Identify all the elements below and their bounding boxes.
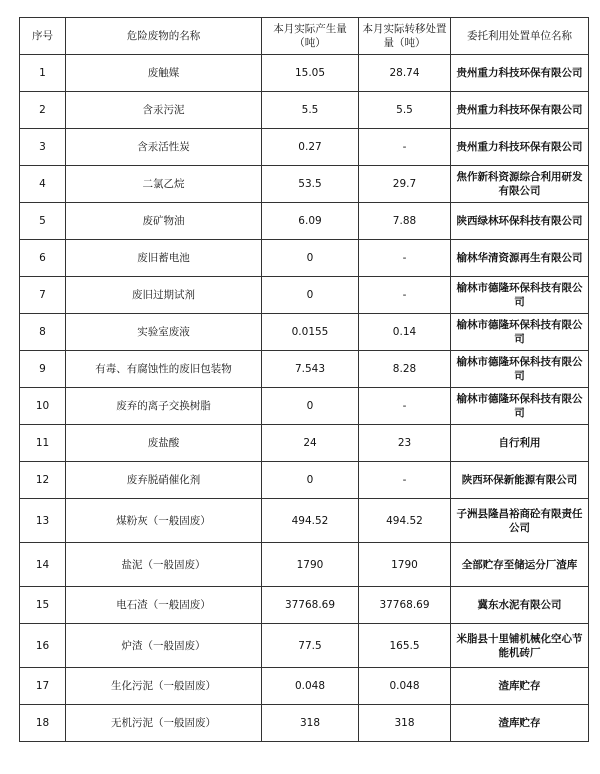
cell-transferred: -	[359, 277, 451, 314]
cell-transferred: 0.048	[359, 668, 451, 705]
cell-seq: 17	[20, 668, 66, 705]
table-row	[20, 499, 589, 543]
header-seq: 序号	[20, 18, 66, 55]
cell-disposal-unit: 陕西绿林环保科技有限公司	[451, 203, 589, 240]
cell-waste-name: 炉渣（一般固废）	[66, 624, 262, 668]
cell-waste-name: 煤粉灰（一般固废）	[66, 499, 262, 543]
cell-disposal-unit: 榆林市德隆环保科技有限公司	[451, 351, 589, 388]
cell-disposal-unit: 子洲县隆昌裕商砼有限责任公司	[451, 499, 589, 543]
table-row	[20, 668, 589, 705]
cell-disposal-unit: 焦作新科资源综合利用研发有限公司	[451, 166, 589, 203]
cell-disposal-unit: 渣库贮存	[451, 668, 589, 705]
cell-produced: 0.048	[262, 668, 359, 705]
cell-waste-name: 废弃脱硝催化剂	[66, 462, 262, 499]
table-row	[20, 624, 589, 668]
cell-disposal-unit: 榆林市德隆环保科技有限公司	[451, 388, 589, 425]
cell-produced: 494.52	[262, 499, 359, 543]
table-row	[20, 425, 589, 462]
cell-produced: 6.09	[262, 203, 359, 240]
cell-seq: 7	[20, 277, 66, 314]
cell-produced: 0.0155	[262, 314, 359, 351]
cell-seq: 13	[20, 499, 66, 543]
cell-disposal-unit: 榆林华清资源再生有限公司	[451, 240, 589, 277]
cell-produced: 318	[262, 705, 359, 742]
cell-seq: 14	[20, 543, 66, 587]
cell-seq: 18	[20, 705, 66, 742]
cell-seq: 6	[20, 240, 66, 277]
cell-seq: 12	[20, 462, 66, 499]
table-row	[20, 388, 589, 425]
cell-waste-name: 废旧蓄电池	[66, 240, 262, 277]
cell-seq: 8	[20, 314, 66, 351]
cell-seq: 15	[20, 587, 66, 624]
cell-transferred: 165.5	[359, 624, 451, 668]
cell-seq: 5	[20, 203, 66, 240]
cell-produced: 5.5	[262, 92, 359, 129]
cell-transferred: 5.5	[359, 92, 451, 129]
cell-waste-name: 废旧过期试剂	[66, 277, 262, 314]
header-produced: 本月实际产生量（吨）	[262, 18, 359, 55]
cell-produced: 0	[262, 277, 359, 314]
cell-disposal-unit: 贵州重力科技环保有限公司	[451, 129, 589, 166]
cell-seq: 9	[20, 351, 66, 388]
cell-transferred: -	[359, 129, 451, 166]
table-row	[20, 240, 589, 277]
cell-waste-name: 实验室废液	[66, 314, 262, 351]
cell-produced: 0	[262, 240, 359, 277]
cell-produced: 24	[262, 425, 359, 462]
cell-transferred: 8.28	[359, 351, 451, 388]
cell-produced: 15.05	[262, 55, 359, 92]
cell-waste-name: 含汞污泥	[66, 92, 262, 129]
cell-produced: 0	[262, 462, 359, 499]
cell-produced: 37768.69	[262, 587, 359, 624]
cell-transferred: 494.52	[359, 499, 451, 543]
table-row	[20, 462, 589, 499]
cell-transferred: 0.14	[359, 314, 451, 351]
cell-waste-name: 废盐酸	[66, 425, 262, 462]
table-row	[20, 351, 589, 388]
cell-waste-name: 废触媒	[66, 55, 262, 92]
table-row	[20, 543, 589, 587]
header-disposal-unit: 委托利用处置单位名称	[451, 18, 589, 55]
waste-disposal-table	[19, 17, 589, 742]
cell-disposal-unit: 榆林市德隆环保科技有限公司	[451, 314, 589, 351]
cell-waste-name: 二氯乙烷	[66, 166, 262, 203]
cell-transferred: 1790	[359, 543, 451, 587]
cell-transferred: 318	[359, 705, 451, 742]
table-row	[20, 277, 589, 314]
cell-waste-name: 盐泥（一般固废）	[66, 543, 262, 587]
cell-seq: 11	[20, 425, 66, 462]
table-row	[20, 166, 589, 203]
header-transferred: 本月实际转移处置量（吨）	[359, 18, 451, 55]
cell-produced: 77.5	[262, 624, 359, 668]
cell-seq: 3	[20, 129, 66, 166]
cell-waste-name: 含汞活性炭	[66, 129, 262, 166]
cell-waste-name: 生化污泥（一般固废）	[66, 668, 262, 705]
table-header-row	[20, 18, 589, 55]
cell-transferred: 37768.69	[359, 587, 451, 624]
cell-produced: 1790	[262, 543, 359, 587]
cell-waste-name: 电石渣（一般固废）	[66, 587, 262, 624]
cell-disposal-unit: 陕西环保新能源有限公司	[451, 462, 589, 499]
cell-disposal-unit: 冀东水泥有限公司	[451, 587, 589, 624]
cell-transferred: -	[359, 462, 451, 499]
cell-seq: 2	[20, 92, 66, 129]
cell-disposal-unit: 米脂县十里铺机械化空心节能机砖厂	[451, 624, 589, 668]
cell-waste-name: 废弃的离子交换树脂	[66, 388, 262, 425]
cell-disposal-unit: 渣库贮存	[451, 705, 589, 742]
cell-waste-name: 无机污泥（一般固废）	[66, 705, 262, 742]
cell-produced: 0.27	[262, 129, 359, 166]
header-waste-name: 危险废物的名称	[66, 18, 262, 55]
table-row	[20, 705, 589, 742]
cell-transferred: 29.7	[359, 166, 451, 203]
cell-waste-name: 废矿物油	[66, 203, 262, 240]
table-row	[20, 314, 589, 351]
cell-seq: 10	[20, 388, 66, 425]
cell-produced: 0	[262, 388, 359, 425]
table-row	[20, 587, 589, 624]
table-row	[20, 129, 589, 166]
cell-seq: 4	[20, 166, 66, 203]
cell-disposal-unit: 全部贮存至储运分厂渣库	[451, 543, 589, 587]
cell-disposal-unit: 贵州重力科技环保有限公司	[451, 55, 589, 92]
cell-transferred: 23	[359, 425, 451, 462]
cell-transferred: 7.88	[359, 203, 451, 240]
cell-transferred: 28.74	[359, 55, 451, 92]
cell-disposal-unit: 榆林市德隆环保科技有限公司	[451, 277, 589, 314]
table-row	[20, 203, 589, 240]
cell-disposal-unit: 自行利用	[451, 425, 589, 462]
cell-seq: 16	[20, 624, 66, 668]
cell-seq: 1	[20, 55, 66, 92]
cell-disposal-unit: 贵州重力科技环保有限公司	[451, 92, 589, 129]
cell-waste-name: 有毒、有腐蚀性的废旧包装物	[66, 351, 262, 388]
cell-produced: 7.543	[262, 351, 359, 388]
cell-produced: 53.5	[262, 166, 359, 203]
table-row	[20, 92, 589, 129]
cell-transferred: -	[359, 240, 451, 277]
table-row	[20, 55, 589, 92]
cell-transferred: -	[359, 388, 451, 425]
